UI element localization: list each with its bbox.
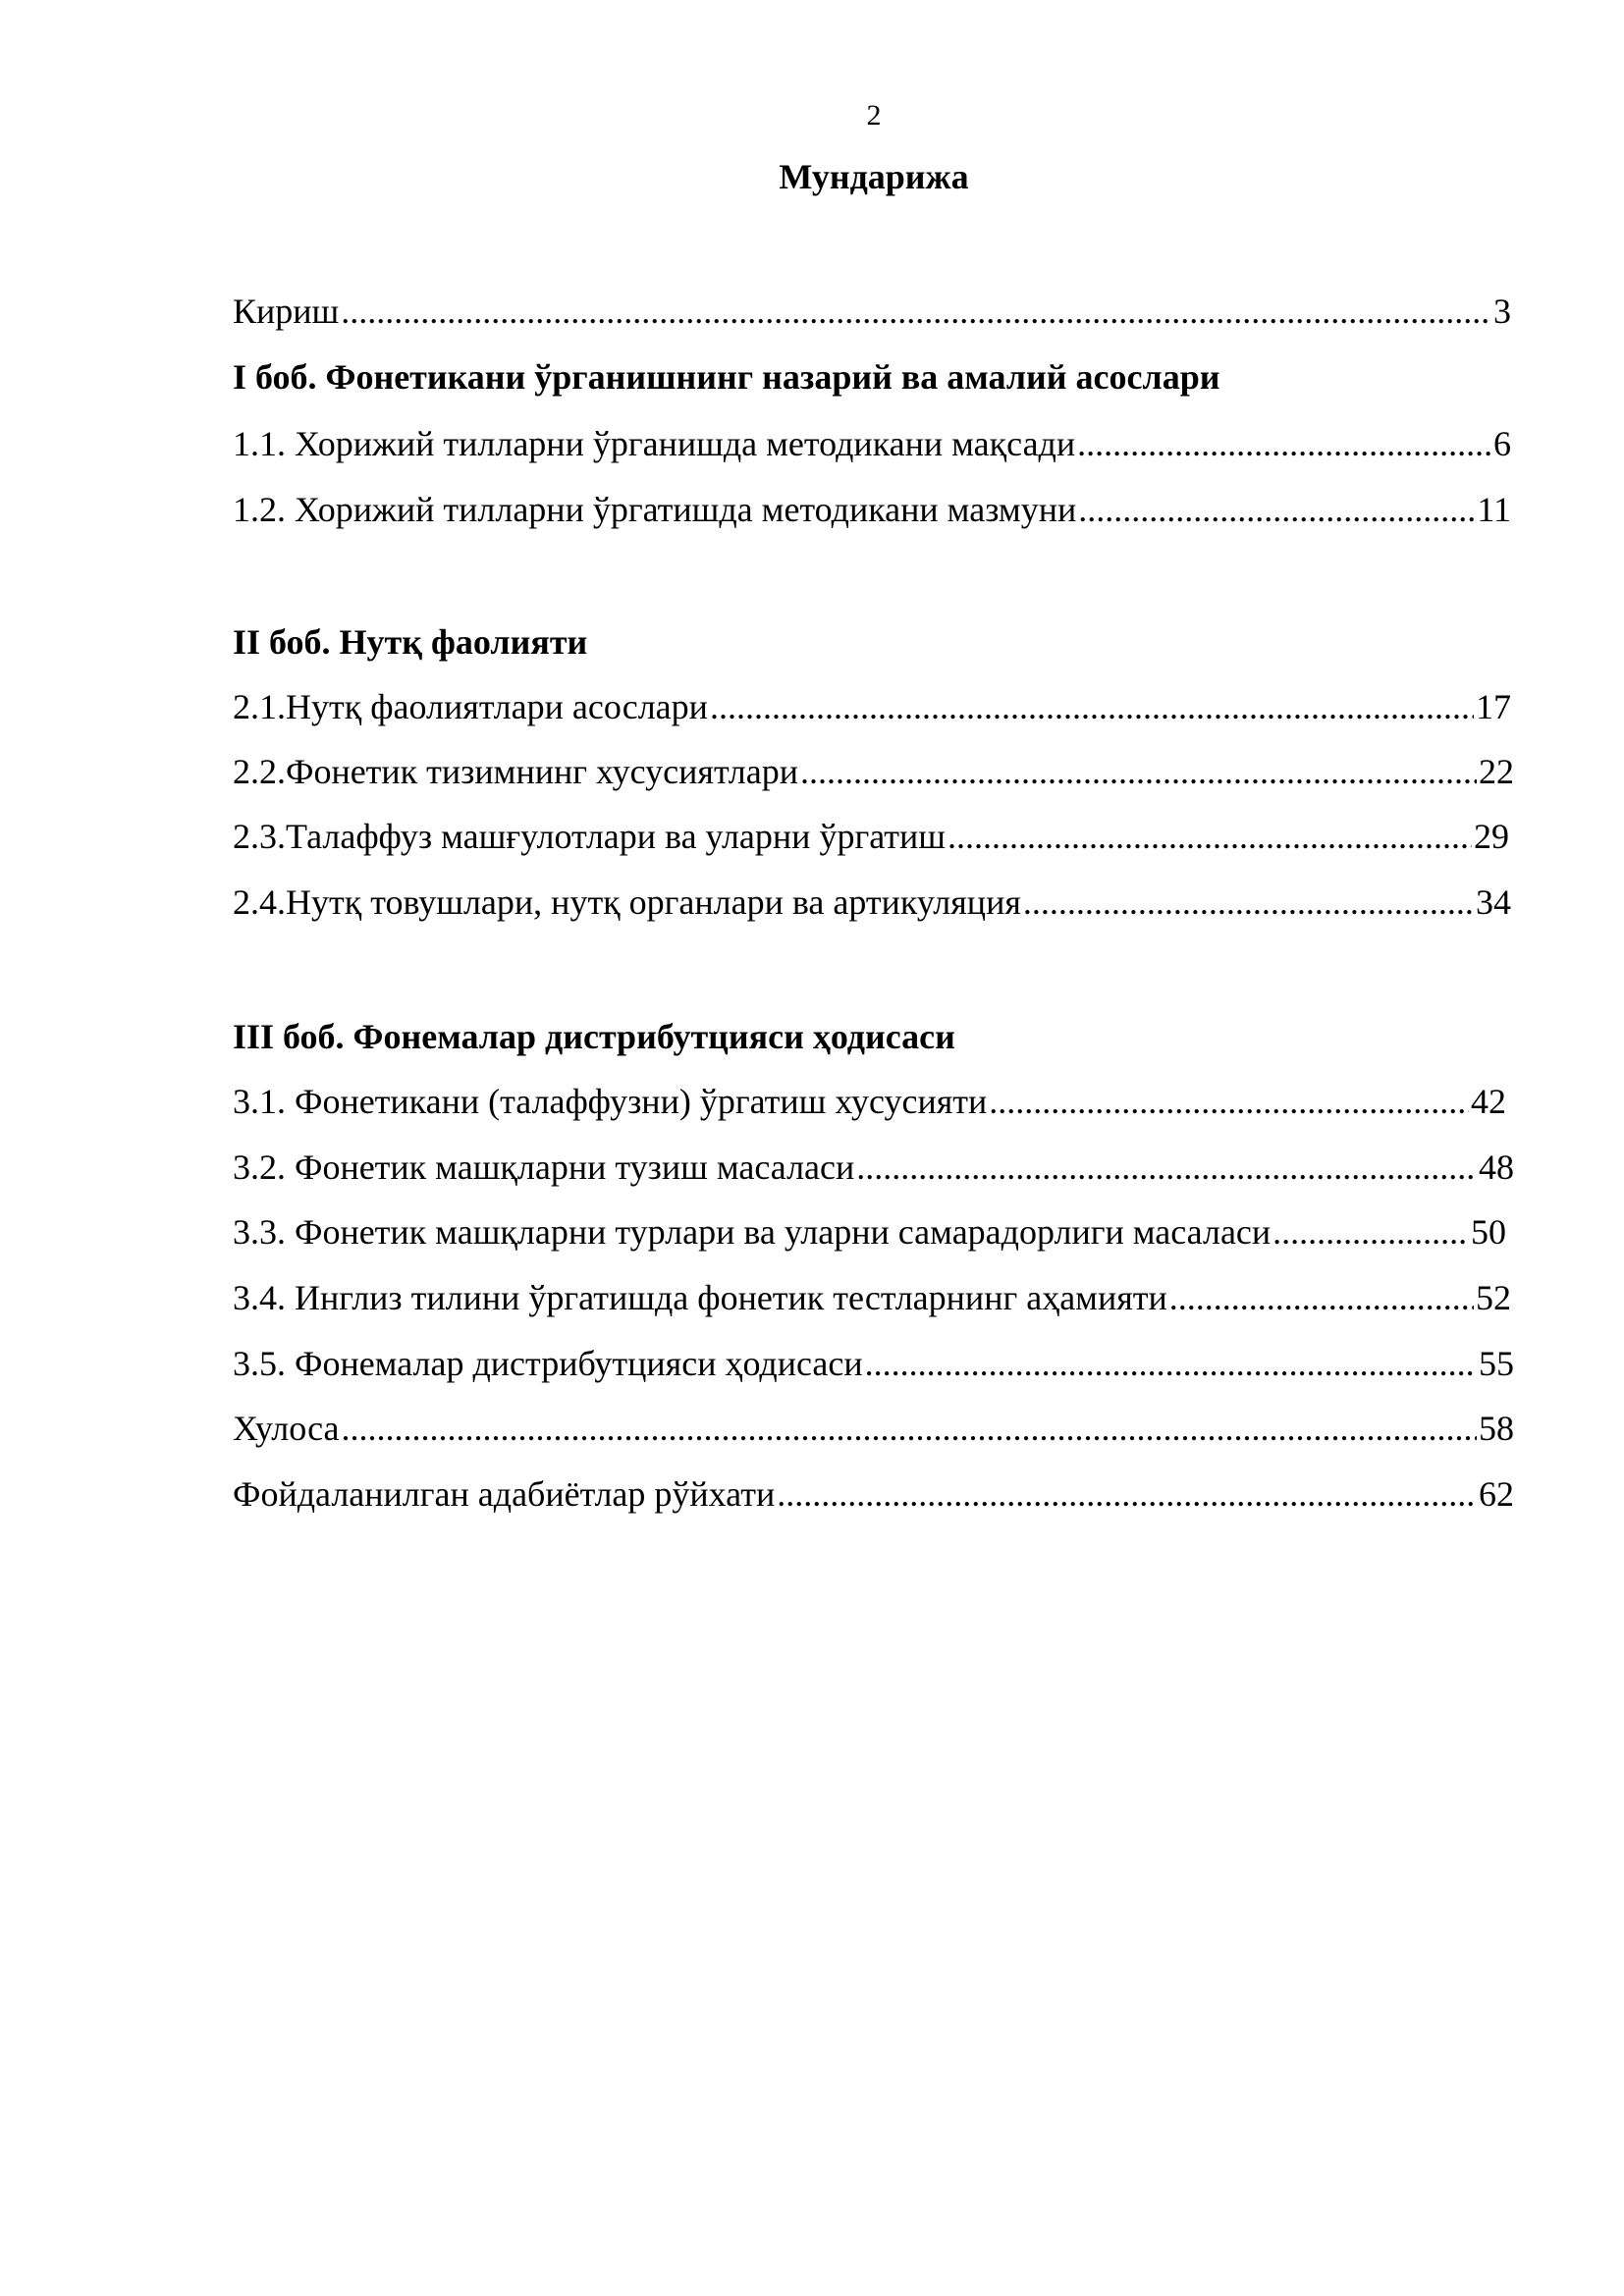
toc-entry-text: Талаффуз машғулотлари ва уларни ўргатиш: [286, 817, 946, 856]
toc-leader-dots: [341, 290, 1491, 333]
toc-page-number: 3: [1493, 292, 1511, 331]
toc-page-number: 6: [1493, 424, 1511, 463]
page-number: 2: [866, 99, 882, 132]
toc-entry-references[interactable]: [233, 1472, 1514, 1516]
toc-entry-text: 3.2. Фонетик машқларни тузиш масаласи: [233, 1148, 855, 1187]
toc-page-number: 50: [1471, 1212, 1506, 1252]
toc-leader-dots: [710, 685, 1474, 728]
toc-entry-text: 1.1. Хорижий тилларни ўрганишда методикани мақсади: [233, 424, 1076, 463]
toc-entry-text: Хулоса: [233, 1409, 340, 1448]
toc-entry-intro[interactable]: [233, 290, 1511, 333]
chapter-2-heading[interactable]: II боб. Нутқ фаолияти: [233, 622, 588, 662]
toc-entry-number: 2.1.: [233, 687, 286, 726]
toc-entry-text: Фонетик тизимнинг хусусиятлари: [286, 752, 798, 791]
toc-entry-text: Нутқ товушлари, нутқ органлари ва артикуляция: [286, 882, 1021, 922]
toc-page-number: 11: [1477, 490, 1511, 529]
toc-page-number: 17: [1476, 687, 1511, 726]
toc-page-number: 58: [1479, 1409, 1514, 1448]
toc-page-number: 42: [1471, 1082, 1506, 1121]
toc-leader-dots: [989, 1080, 1469, 1123]
toc-entry-text: 1.2. Хорижий тилларни ўргатишда методикани мазмуни: [233, 490, 1077, 529]
toc-page-number: 29: [1474, 817, 1509, 856]
toc-leader-dots: [1077, 422, 1491, 465]
toc-page-number: 34: [1476, 882, 1511, 922]
chapter-1-heading[interactable]: I боб. Фонетикани ўрганишнинг назарий ва амалий асослари: [233, 357, 1220, 397]
toc-entry-2-3[interactable]: [233, 815, 1509, 858]
toc-entry-conclusion[interactable]: [233, 1407, 1514, 1450]
toc-entry-1-1[interactable]: [233, 422, 1511, 465]
toc-entry-3-1[interactable]: [233, 1080, 1506, 1123]
toc-entry-text: 3.1. Фонетикани (талаффузни) ўргатиш хусусияти: [233, 1082, 988, 1121]
toc-entry-number: 2.3.: [233, 817, 286, 856]
toc-entry-3-4[interactable]: [233, 1276, 1511, 1319]
toc-leader-dots: [777, 1472, 1477, 1516]
toc-leader-dots: [947, 815, 1472, 858]
toc-leader-dots: [865, 1342, 1477, 1385]
toc-leader-dots: [800, 750, 1477, 793]
toc-entry-2-4[interactable]: [233, 881, 1511, 924]
toc-leader-dots: [856, 1146, 1477, 1189]
toc-leader-dots: [1272, 1210, 1469, 1254]
toc-leader-dots: [1023, 881, 1474, 924]
toc-entry-text: 3.3. Фонетик машқларни турлари ва уларни самарадорлиги масаласи: [233, 1212, 1272, 1252]
toc-entry-1-2[interactable]: [233, 488, 1511, 531]
page-title: Мундарижа: [779, 157, 969, 196]
toc-entry-3-2[interactable]: [233, 1146, 1514, 1189]
toc-leader-dots: [342, 1407, 1477, 1450]
toc-entry-number: 2.2.: [233, 752, 286, 791]
chapter-3-heading[interactable]: III боб. Фонемалар дистрибутцияси ҳодисаси: [233, 1017, 955, 1056]
toc-leader-dots: [1169, 1276, 1474, 1319]
toc-entry-text: 3.4. Инглиз тилини ўргатишда фонетик тестларнинг аҳамияти: [233, 1278, 1167, 1317]
toc-entry-text: 3.5. Фонемалар дистрибутцияси ҳодисаси: [233, 1344, 863, 1383]
toc-page-number: 62: [1479, 1474, 1514, 1514]
toc-page-number: 48: [1479, 1148, 1514, 1187]
toc-leader-dots: [1078, 488, 1475, 531]
toc-entry-number: 2.4.: [233, 882, 286, 922]
toc-entry-3-5[interactable]: [233, 1342, 1514, 1385]
toc-entry-3-3[interactable]: [233, 1210, 1506, 1254]
toc-entry-2-2[interactable]: [233, 750, 1514, 793]
toc-entry-text: Фойдаланилган адабиётлар рўйхати: [233, 1474, 776, 1514]
toc-entry-text: Нутқ фаолиятлари асослари: [286, 687, 708, 726]
toc-page-number: 22: [1479, 752, 1514, 791]
toc-entry-text: Кириш: [233, 292, 340, 331]
toc-entry-2-1[interactable]: [233, 685, 1511, 728]
toc-page-number: 55: [1479, 1344, 1514, 1383]
toc-page-number: 52: [1476, 1278, 1511, 1317]
